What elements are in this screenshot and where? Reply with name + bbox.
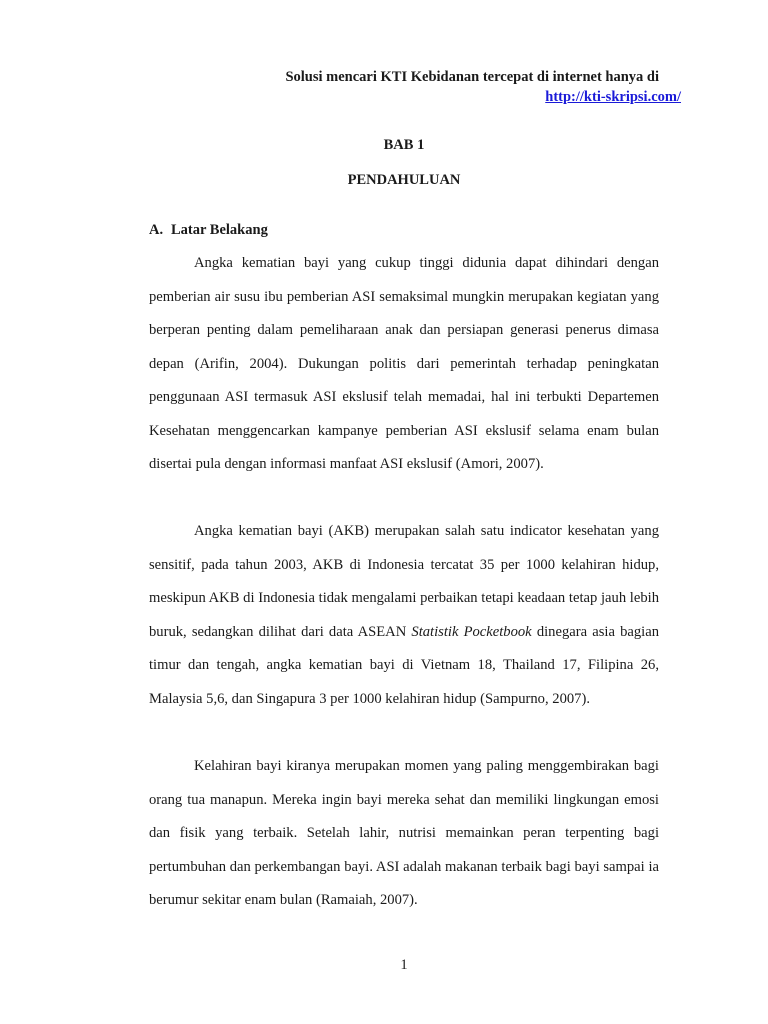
paragraph-2-text-before: Angka kematian bayi (AKB) merupakan salah satu indicator kesehatan yang sensitif, pada tahun 2003, AKB di Indonesia tercatat 35 per 1000 kelahiran hidup, meskipun AKB di Indonesia tidak mengalami perbaikan tetapi keadaan tetap jauh lebih buruk, sedangkan dilihat dari data ASEAN (149, 523, 659, 640)
paragraph-3: Kelahiran bayi kiranya merupakan momen yang paling menggembirakan bagi orang tua manapun. Mereka ingin bayi mereka sehat dan memiliki lingkungan emosi dan fisik yang terbaik. Setelah lahir, nutrisi memainkan peran terpenting bagi pertumbuhan dan perkembangan bayi. ASI adalah makanan terbaik bagi bayi sampai ia berumur sekitar enam bulan (Ramaiah, 2007). (149, 758, 659, 908)
section-heading (149, 222, 268, 239)
header-link[interactable]: http://kti-skripsi.com/ (545, 89, 681, 105)
section-marker: A. (149, 222, 164, 238)
chapter-number: BAB 1 (383, 137, 425, 153)
chapter-title: PENDAHULUAN (347, 172, 461, 188)
header-promo-text: Solusi mencari KTI Kebidanan tercepat di internet hanya di (285, 69, 659, 85)
paragraph-2-italic-term: Statistik Pocketbook (411, 623, 532, 640)
page-number: 1 (400, 957, 408, 973)
page-header (160, 67, 681, 107)
section-title: Latar Belakang (171, 222, 268, 238)
paragraph-2 (149, 515, 659, 716)
paragraph-2-text-after: dinegara asia bagian timur dan tengah, angka kematian bayi di Vietnam 18, Thailand 17, Filipina 26, Malaysia 5,6, dan Singapura 3 per 1000 kelahiran hidup (Sampurno, 2007). (149, 623, 659, 707)
paragraph-1: Angka kematian bayi yang cukup tinggi didunia dapat dihindari dengan pemberian air susu ibu pemberian ASI semaksimal mungkin merupakan kegiatan yang berperan penting dalam pemeliharaan anak dan persiapan generasi penerus dimasa depan (Arifin, 2004). Dukungan politis dari pemerintah terhadap peningkatan penggunaan ASI termasuk ASI ekslusif telah memadai, hal ini terbukti Departemen Kesehatan menggencarkan kampanye pemberian ASI ekslusif selama enam bulan disertai pula dengan informasi manfaat ASI ekslusif (Amori, 2007). (149, 255, 659, 472)
